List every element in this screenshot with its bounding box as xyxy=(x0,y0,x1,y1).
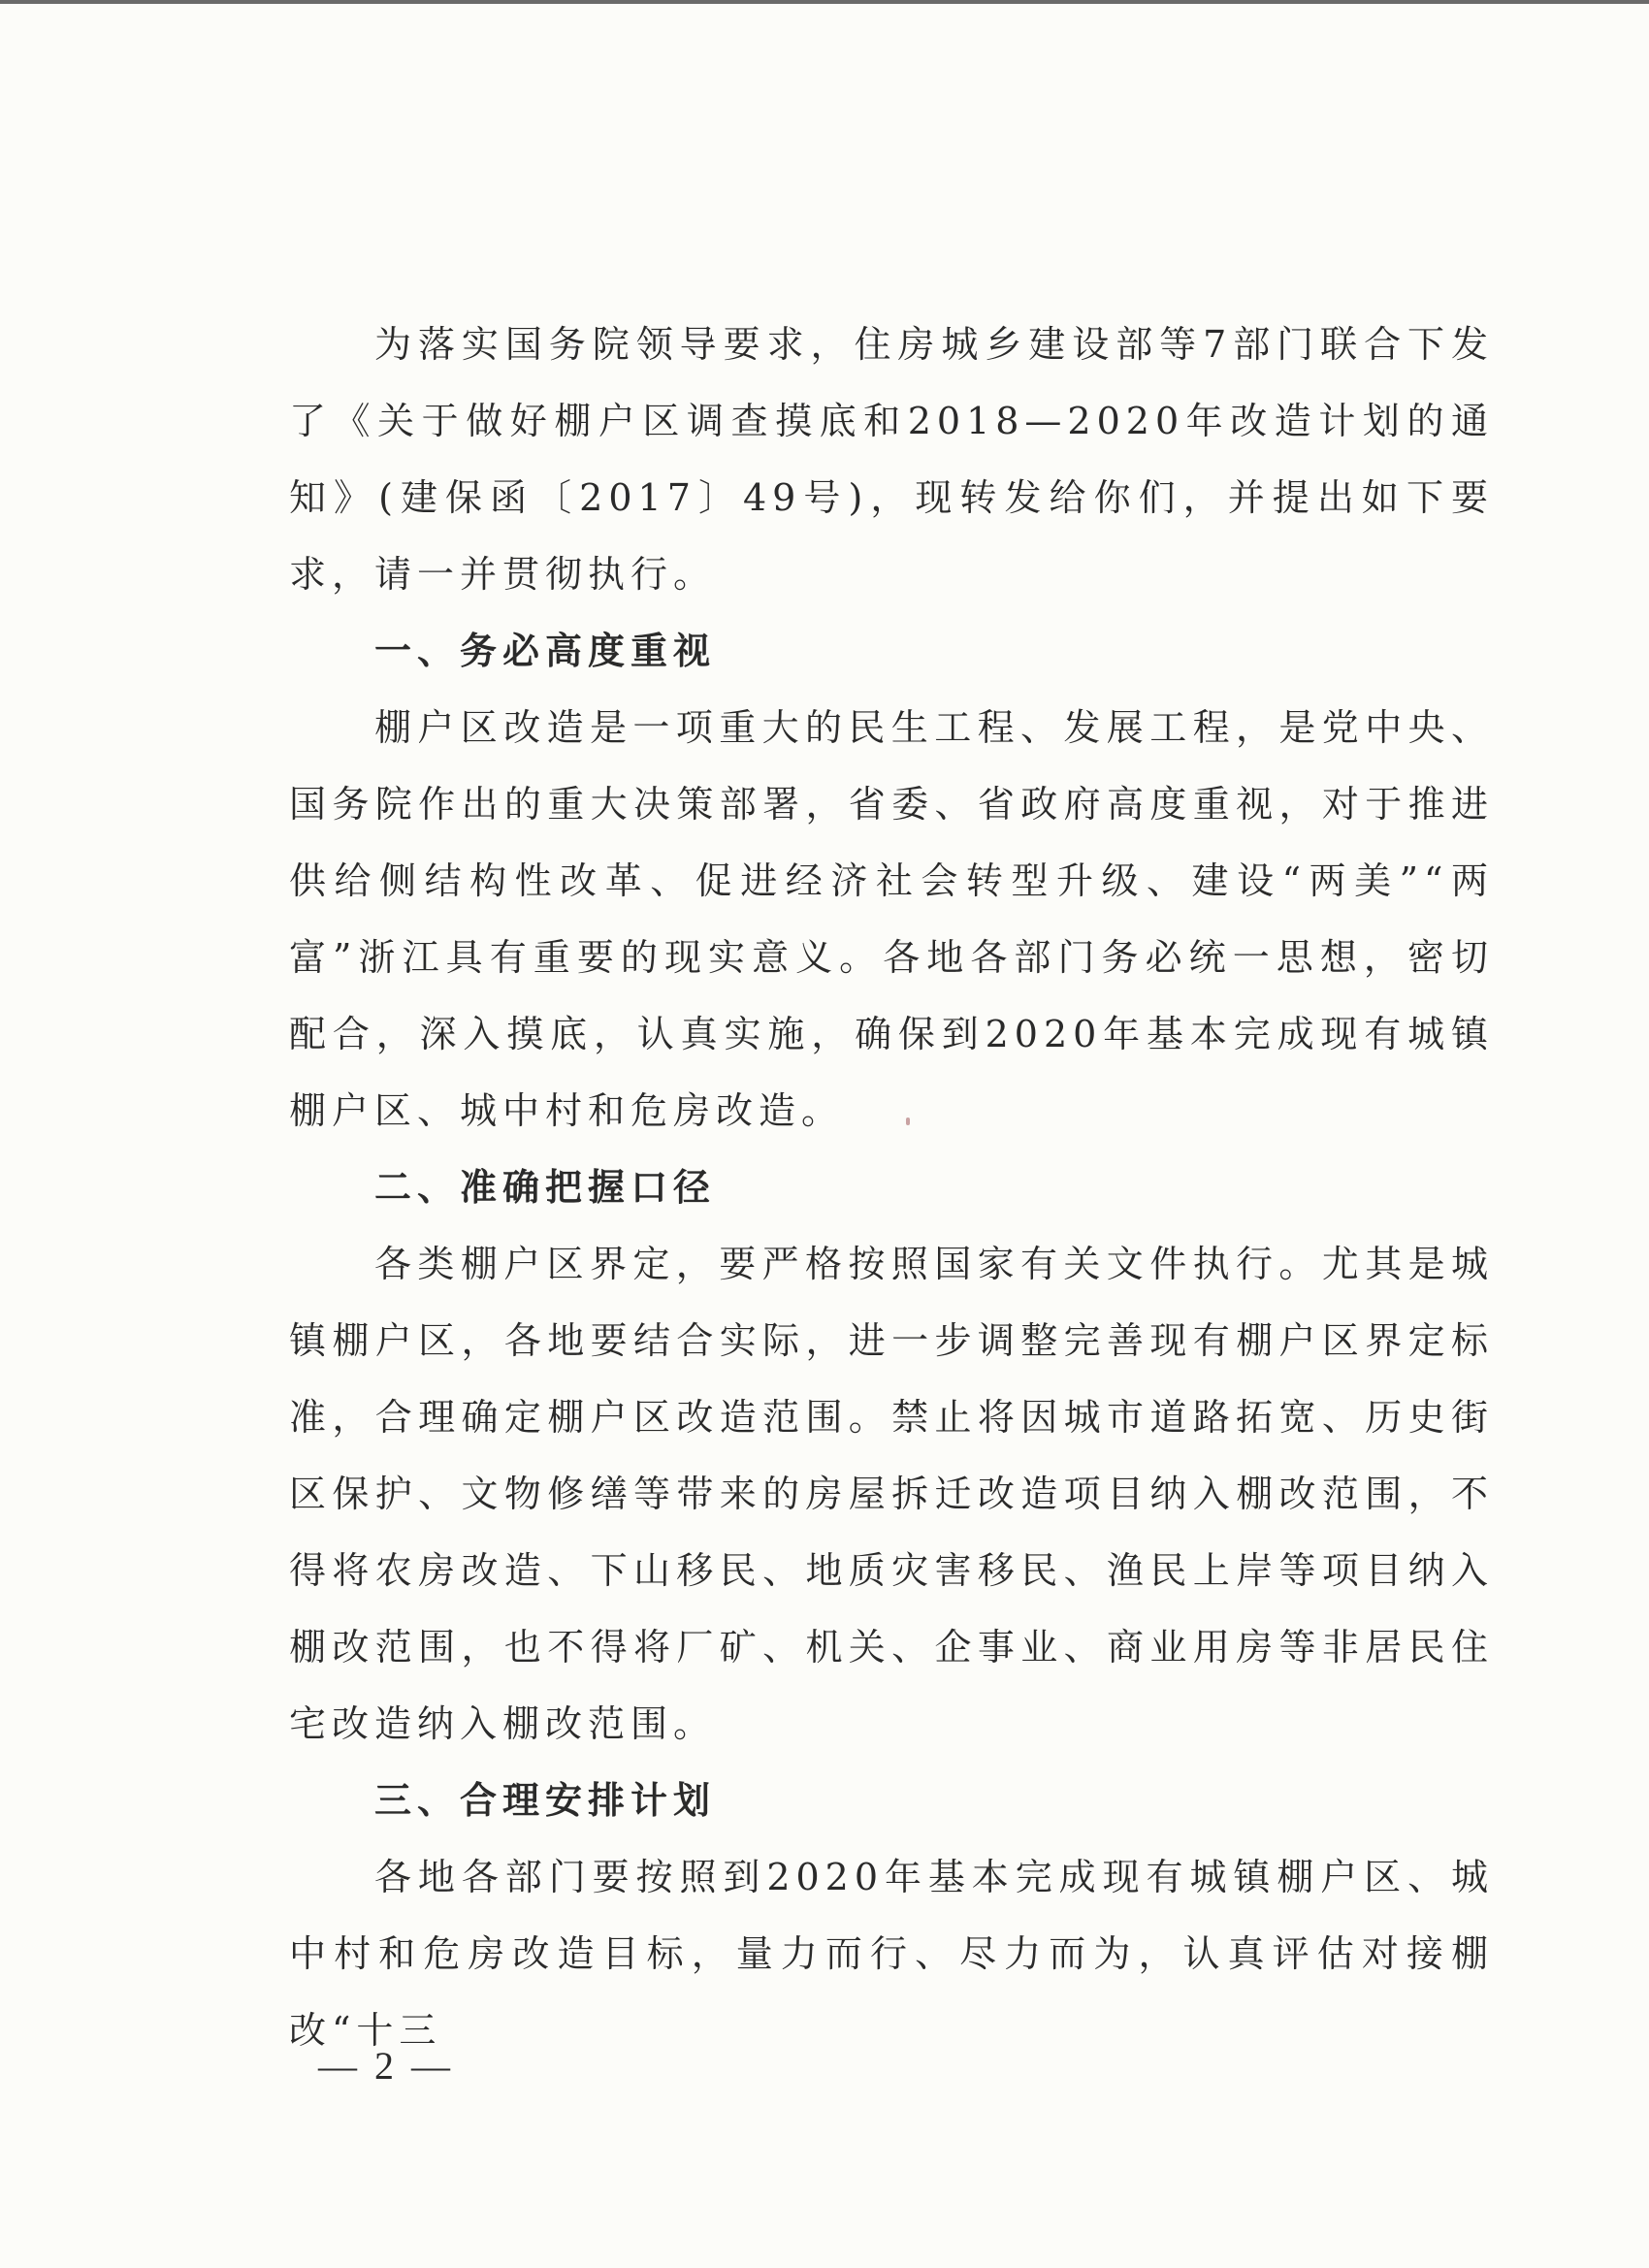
intro-paragraph: 为落实国务院领导要求，住房城乡建设部等7部门联合下发了《关于做好棚户区调查摸底和2018—2020年改造计划的通知》(建保函〔2017〕49号)，现转发给你们，并提出如下要求，请一并贯彻执行。 xyxy=(289,323,1494,596)
section-heading-2: 二、准确把握口径 xyxy=(374,1166,717,1209)
section-1-paragraph: 棚户区改造是一项重大的民生工程、发展工程，是党中央、国务院作出的重大决策部署，省委、省政府高度重视，对于推进供给侧结构性改革、促进经济社会转型升级、建设“两美”“两富”浙江具有重要的现实意义。各地各部门务必统一思想，密切配合，深入摸底，认真实施，确保到2020年基本完成现有城镇棚户区、城中村和危房改造。 xyxy=(289,706,1494,1132)
scan-speck xyxy=(906,1118,910,1125)
section-heading-1: 一、务必高度重视 xyxy=(374,630,717,672)
section-3-paragraph: 各地各部门要按照到2020年基本完成现有城镇棚户区、城中村和危房改造目标，量力而行、尽力而为，认真评估对接棚改“十三 xyxy=(289,1856,1494,2052)
document-body xyxy=(289,307,1494,2069)
section-heading-3: 三、合理安排计划 xyxy=(374,1779,717,1822)
scan-top-edge xyxy=(0,0,1649,4)
page-number: — 2 — xyxy=(318,2044,454,2088)
section-2-paragraph: 各类棚户区界定，要严格按照国家有关文件执行。尤其是城镇棚户区，各地要结合实际，进一步调整完善现有棚户区界定标准，合理确定棚户区改造范围。禁止将因城市道路拓宽、历史街区保护、文物修缮等带来的房屋拆迁改造项目纳入棚改范围，不得将农房改造、下山移民、地质灾害移民、渔民上岸等项目纳入棚改范围，也不得将厂矿、机关、企事业、商业用房等非居民住宅改造纳入棚改范围。 xyxy=(289,1243,1494,1745)
